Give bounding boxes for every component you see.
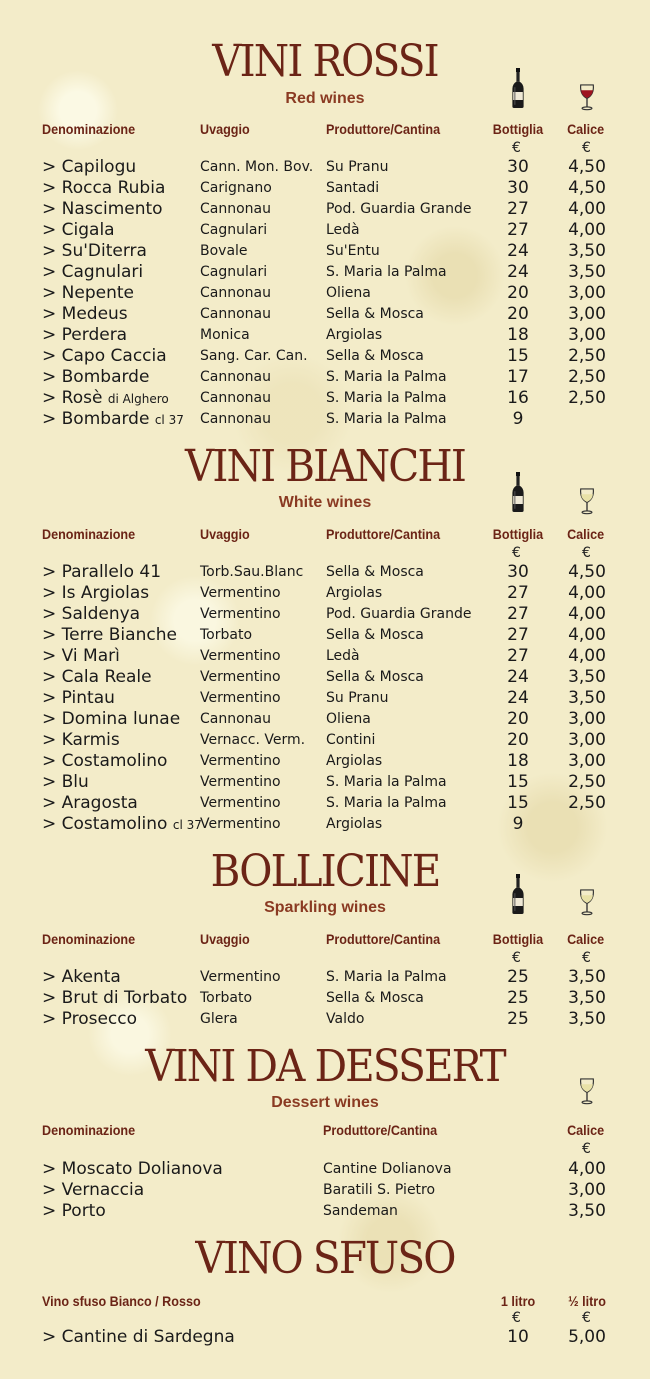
price-liter: 10 bbox=[507, 1327, 529, 1347]
grape-variety: Vermentino bbox=[200, 774, 281, 790]
column-header-bottle: Bottiglia bbox=[492, 931, 544, 947]
price-glass: 4,00 bbox=[568, 1159, 606, 1179]
section-title: BOLLICINE bbox=[210, 846, 440, 897]
producer: Argiolas bbox=[326, 585, 383, 601]
table-row bbox=[0, 562, 650, 583]
producer: Baratili S. Pietro bbox=[323, 1182, 436, 1198]
grape-variety: Torb.Sau.Blanc bbox=[200, 564, 304, 580]
wine-name: > Parallelo 41 bbox=[42, 562, 162, 582]
column-header-producer: Produttore/Cantina bbox=[326, 526, 441, 542]
price-bottle: 24 bbox=[507, 241, 529, 261]
price-glass: 2,50 bbox=[568, 388, 606, 408]
grape-variety: Monica bbox=[200, 327, 250, 343]
wine-name: > Akenta bbox=[42, 967, 121, 987]
grape-variety: Cagnulari bbox=[200, 222, 268, 238]
wine-name: > Moscato Dolianova bbox=[42, 1159, 223, 1179]
wine-name: > Is Argiolas bbox=[42, 583, 150, 603]
white-wine-glass-icon bbox=[578, 488, 596, 515]
price-glass: 3,00 bbox=[568, 1180, 606, 1200]
section-subtitle: Red wines bbox=[285, 90, 365, 107]
wine-name: > Terre Bianche bbox=[42, 625, 177, 645]
price-bottle: 18 bbox=[507, 325, 529, 345]
section-title: VINI DA DESSERT bbox=[145, 1041, 505, 1092]
price-glass: 3,00 bbox=[568, 730, 606, 750]
wine-name: > Bombarde bbox=[42, 367, 150, 387]
producer: Sandeman bbox=[323, 1203, 398, 1219]
column-header-producer: Produttore/Cantina bbox=[323, 1122, 438, 1138]
table-row bbox=[0, 283, 650, 304]
price-bottle: 30 bbox=[507, 157, 529, 177]
grape-variety: Glera bbox=[200, 1011, 238, 1027]
wine-name: > Nepente bbox=[42, 283, 134, 303]
table-row bbox=[0, 157, 650, 178]
wine-name-text: > Costamolino bbox=[42, 814, 168, 834]
price-bottle: 27 bbox=[507, 220, 529, 240]
producer: S. Maria la Palma bbox=[326, 795, 447, 811]
column-header-name: Vino sfuso Bianco / Rosso bbox=[42, 1293, 201, 1309]
wine-name: > Vi Marì bbox=[42, 646, 120, 666]
table-row bbox=[0, 199, 650, 220]
table-row bbox=[0, 625, 650, 646]
table-row bbox=[0, 304, 650, 325]
price-bottle: 25 bbox=[507, 988, 529, 1008]
grape-variety: Torbato bbox=[200, 627, 253, 643]
price-bottle: 25 bbox=[507, 1009, 529, 1029]
table-row bbox=[0, 751, 650, 772]
table-row bbox=[0, 772, 650, 793]
price-bottle: 20 bbox=[507, 730, 529, 750]
wine-name bbox=[42, 388, 169, 408]
wine-name: > Pintau bbox=[42, 688, 115, 708]
column-header-grape: Uvaggio bbox=[200, 526, 250, 542]
table-row bbox=[0, 646, 650, 667]
wine-name: > Vernaccia bbox=[42, 1180, 145, 1200]
price-glass: 3,50 bbox=[568, 262, 606, 282]
table-row bbox=[0, 367, 650, 388]
grape-variety: Vermentino bbox=[200, 795, 281, 811]
table-row bbox=[0, 220, 650, 241]
column-header-glass: Calice bbox=[567, 121, 605, 137]
column-header-half-liter: ½ litro bbox=[568, 1293, 606, 1309]
grape-variety: Sang. Car. Can. bbox=[200, 348, 308, 364]
table-row bbox=[0, 1327, 650, 1348]
price-glass: 3,00 bbox=[568, 283, 606, 303]
grape-variety: Bovale bbox=[200, 243, 248, 259]
column-header-liter: 1 litro bbox=[500, 1293, 536, 1309]
price-bottle: 20 bbox=[507, 304, 529, 324]
white-wine-glass-icon bbox=[578, 1078, 596, 1105]
wine-name bbox=[42, 409, 184, 429]
table-row bbox=[0, 1201, 650, 1222]
table-row bbox=[0, 262, 650, 283]
table-row bbox=[0, 388, 650, 409]
producer: Pod. Guardia Grande bbox=[326, 606, 472, 622]
price-glass: 3,50 bbox=[568, 667, 606, 687]
price-bottle: 27 bbox=[507, 646, 529, 666]
price-bottle: 25 bbox=[507, 967, 529, 987]
producer: Argiolas bbox=[326, 753, 383, 769]
producer: S. Maria la Palma bbox=[326, 969, 447, 985]
producer: S. Maria la Palma bbox=[326, 411, 447, 427]
red-wine-glass-icon bbox=[578, 84, 596, 111]
column-header-name: Denominazione bbox=[42, 121, 136, 137]
price-bottle: 9 bbox=[512, 409, 524, 429]
wine-name: > Nascimento bbox=[42, 199, 163, 219]
price-bottle: 27 bbox=[507, 199, 529, 219]
wine-name: > Rocca Rubia bbox=[42, 178, 166, 198]
producer: Sella & Mosca bbox=[326, 990, 424, 1006]
price-bottle: 16 bbox=[507, 388, 529, 408]
column-header-name: Denominazione bbox=[42, 526, 136, 542]
currency-label: € bbox=[512, 1310, 521, 1326]
wine-name: > Domina lunae bbox=[42, 709, 181, 729]
price-glass: 3,50 bbox=[568, 967, 606, 987]
wine-name: > Cagnulari bbox=[42, 262, 144, 282]
wine-name: > Karmis bbox=[42, 730, 120, 750]
producer: Valdo bbox=[326, 1011, 365, 1027]
wine-name-text: > Bombarde bbox=[42, 409, 150, 429]
grape-variety: Vermentino bbox=[200, 969, 281, 985]
table-row bbox=[0, 988, 650, 1009]
price-glass: 3,00 bbox=[568, 304, 606, 324]
price-bottle: 15 bbox=[507, 772, 529, 792]
wine-name-text: > Rosè bbox=[42, 388, 103, 408]
bottle-icon bbox=[510, 66, 526, 110]
price-glass: 4,50 bbox=[568, 157, 606, 177]
white-wine-glass-icon bbox=[578, 889, 596, 916]
grape-variety: Vermentino bbox=[200, 606, 281, 622]
table-row bbox=[0, 241, 650, 262]
table-row bbox=[0, 688, 650, 709]
wine-name: > Medeus bbox=[42, 304, 128, 324]
producer: Pod. Guardia Grande bbox=[326, 201, 472, 217]
table-row bbox=[0, 325, 650, 346]
price-bottle: 24 bbox=[507, 688, 529, 708]
wine-name: > Cala Reale bbox=[42, 667, 152, 687]
grape-variety: Cannonau bbox=[200, 369, 271, 385]
table-row bbox=[0, 178, 650, 199]
price-bottle: 20 bbox=[507, 283, 529, 303]
wine-name: > Cantine di Sardegna bbox=[42, 1327, 235, 1347]
grape-variety: Cannonau bbox=[200, 411, 271, 427]
producer: Argiolas bbox=[326, 816, 383, 832]
price-bottle: 30 bbox=[507, 562, 529, 582]
column-header-bottle: Bottiglia bbox=[492, 121, 544, 137]
producer: Oliena bbox=[326, 711, 371, 727]
bottle-icon bbox=[510, 470, 526, 514]
table-row bbox=[0, 1009, 650, 1030]
grape-variety: Vernacc. Verm. bbox=[200, 732, 306, 748]
price-glass: 4,00 bbox=[568, 199, 606, 219]
wine-name: > Blu bbox=[42, 772, 89, 792]
red-wines-section bbox=[0, 0, 650, 440]
wine-name: > Su'Diterra bbox=[42, 241, 147, 261]
grape-variety: Vermentino bbox=[200, 816, 281, 832]
producer: Su Pranu bbox=[326, 159, 389, 175]
wine-name: > Saldenya bbox=[42, 604, 141, 624]
column-header-producer: Produttore/Cantina bbox=[326, 121, 441, 137]
section-subtitle: White wines bbox=[278, 494, 372, 511]
grape-variety: Carignano bbox=[200, 180, 272, 196]
producer: Cantine Dolianova bbox=[323, 1161, 452, 1177]
wine-name-note: cl 37 bbox=[154, 413, 184, 427]
producer: Ledà bbox=[326, 222, 360, 238]
currency-label: € bbox=[582, 140, 591, 156]
wine-name: > Brut di Torbato bbox=[42, 988, 188, 1008]
price-bottle: 27 bbox=[507, 625, 529, 645]
price-glass: 4,00 bbox=[568, 604, 606, 624]
price-glass: 4,50 bbox=[568, 562, 606, 582]
price-glass: 3,00 bbox=[568, 325, 606, 345]
currency-label: € bbox=[582, 545, 591, 561]
producer: Sella & Mosca bbox=[326, 564, 424, 580]
producer: S. Maria la Palma bbox=[326, 390, 447, 406]
table-row bbox=[0, 967, 650, 988]
price-glass: 2,50 bbox=[568, 346, 606, 366]
price-bottle: 18 bbox=[507, 751, 529, 771]
column-header-name: Denominazione bbox=[42, 1122, 136, 1138]
price-glass: 4,50 bbox=[568, 178, 606, 198]
producer: Sella & Mosca bbox=[326, 348, 424, 364]
table-row bbox=[0, 604, 650, 625]
wine-name: > Capilogu bbox=[42, 157, 137, 177]
table-row bbox=[0, 1159, 650, 1180]
price-bottle: 27 bbox=[507, 604, 529, 624]
section-subtitle: Dessert wines bbox=[271, 1094, 379, 1111]
table-row bbox=[0, 814, 650, 835]
section-title: VINO SFUSO bbox=[195, 1233, 455, 1284]
wine-name: > Capo Caccia bbox=[42, 346, 167, 366]
producer: Su Pranu bbox=[326, 690, 389, 706]
producer: Oliena bbox=[326, 285, 371, 301]
grape-variety: Cannonau bbox=[200, 711, 271, 727]
producer: Ledà bbox=[326, 648, 360, 664]
grape-variety: Vermentino bbox=[200, 648, 281, 664]
currency-label: € bbox=[582, 1141, 591, 1157]
price-bottle: 9 bbox=[512, 814, 524, 834]
price-glass: 3,50 bbox=[568, 688, 606, 708]
price-bottle: 17 bbox=[507, 367, 529, 387]
table-row bbox=[0, 409, 650, 430]
price-glass: 3,00 bbox=[568, 751, 606, 771]
grape-variety: Cannonau bbox=[200, 390, 271, 406]
table-row bbox=[0, 793, 650, 814]
wine-name: > Porto bbox=[42, 1201, 106, 1221]
grape-variety: Cannonau bbox=[200, 201, 271, 217]
price-glass: 2,50 bbox=[568, 793, 606, 813]
section-title: VINI ROSSI bbox=[212, 36, 438, 87]
price-bottle: 15 bbox=[507, 793, 529, 813]
column-header-grape: Uvaggio bbox=[200, 931, 250, 947]
price-glass: 4,00 bbox=[568, 220, 606, 240]
table-row bbox=[0, 667, 650, 688]
price-glass: 3,50 bbox=[568, 1201, 606, 1221]
wine-name: > Costamolino bbox=[42, 751, 168, 771]
section-title: VINI BIANCHI bbox=[184, 441, 466, 492]
price-bottle: 15 bbox=[507, 346, 529, 366]
price-bottle: 30 bbox=[507, 178, 529, 198]
table-row bbox=[0, 1180, 650, 1201]
price-glass: 3,00 bbox=[568, 709, 606, 729]
wine-name: > Aragosta bbox=[42, 793, 138, 813]
producer: Su'Entu bbox=[326, 243, 380, 259]
price-glass: 3,50 bbox=[568, 1009, 606, 1029]
section-subtitle: Sparkling wines bbox=[264, 899, 386, 916]
grape-variety: Cann. Mon. Bov. bbox=[200, 159, 314, 175]
price-half-liter: 5,00 bbox=[568, 1327, 606, 1347]
producer: Sella & Mosca bbox=[326, 669, 424, 685]
producer: S. Maria la Palma bbox=[326, 774, 447, 790]
grape-variety: Vermentino bbox=[200, 690, 281, 706]
column-header-grape: Uvaggio bbox=[200, 121, 250, 137]
producer: S. Maria la Palma bbox=[326, 264, 447, 280]
price-bottle: 24 bbox=[507, 667, 529, 687]
price-glass: 2,50 bbox=[568, 367, 606, 387]
price-glass: 3,50 bbox=[568, 241, 606, 261]
producer: Argiolas bbox=[326, 327, 383, 343]
price-glass: 2,50 bbox=[568, 772, 606, 792]
table-row bbox=[0, 583, 650, 604]
price-glass: 4,00 bbox=[568, 646, 606, 666]
currency-label: € bbox=[512, 140, 521, 156]
price-glass: 4,00 bbox=[568, 583, 606, 603]
table-row bbox=[0, 709, 650, 730]
grape-variety: Cannonau bbox=[200, 306, 271, 322]
column-header-bottle: Bottiglia bbox=[492, 526, 544, 542]
producer: S. Maria la Palma bbox=[326, 369, 447, 385]
wine-name: > Cigala bbox=[42, 220, 115, 240]
wine-name: > Perdera bbox=[42, 325, 128, 345]
currency-label: € bbox=[582, 950, 591, 966]
price-glass: 4,00 bbox=[568, 625, 606, 645]
producer: Contini bbox=[326, 732, 376, 748]
wine-name bbox=[42, 814, 202, 834]
bottle-icon bbox=[510, 872, 526, 916]
grape-variety: Cannonau bbox=[200, 285, 271, 301]
producer: Santadi bbox=[326, 180, 380, 196]
wine-name: > Prosecco bbox=[42, 1009, 138, 1029]
wine-name-note: di Alghero bbox=[107, 392, 169, 406]
producer: Sella & Mosca bbox=[326, 306, 424, 322]
column-header-glass: Calice bbox=[567, 931, 605, 947]
wine-name-note: cl 37 bbox=[172, 818, 202, 832]
grape-variety: Vermentino bbox=[200, 753, 281, 769]
column-header-producer: Produttore/Cantina bbox=[326, 931, 441, 947]
table-row bbox=[0, 730, 650, 751]
grape-variety: Cagnulari bbox=[200, 264, 268, 280]
column-header-glass: Calice bbox=[567, 1122, 605, 1138]
price-bottle: 24 bbox=[507, 262, 529, 282]
grape-variety: Vermentino bbox=[200, 585, 281, 601]
table-row bbox=[0, 346, 650, 367]
price-glass: 3,50 bbox=[568, 988, 606, 1008]
currency-label: € bbox=[582, 1310, 591, 1326]
grape-variety: Torbato bbox=[200, 990, 253, 1006]
currency-label: € bbox=[512, 545, 521, 561]
price-bottle: 20 bbox=[507, 709, 529, 729]
currency-label: € bbox=[512, 950, 521, 966]
price-bottle: 27 bbox=[507, 583, 529, 603]
producer: Sella & Mosca bbox=[326, 627, 424, 643]
column-header-name: Denominazione bbox=[42, 931, 136, 947]
grape-variety: Vermentino bbox=[200, 669, 281, 685]
column-header-glass: Calice bbox=[567, 526, 605, 542]
